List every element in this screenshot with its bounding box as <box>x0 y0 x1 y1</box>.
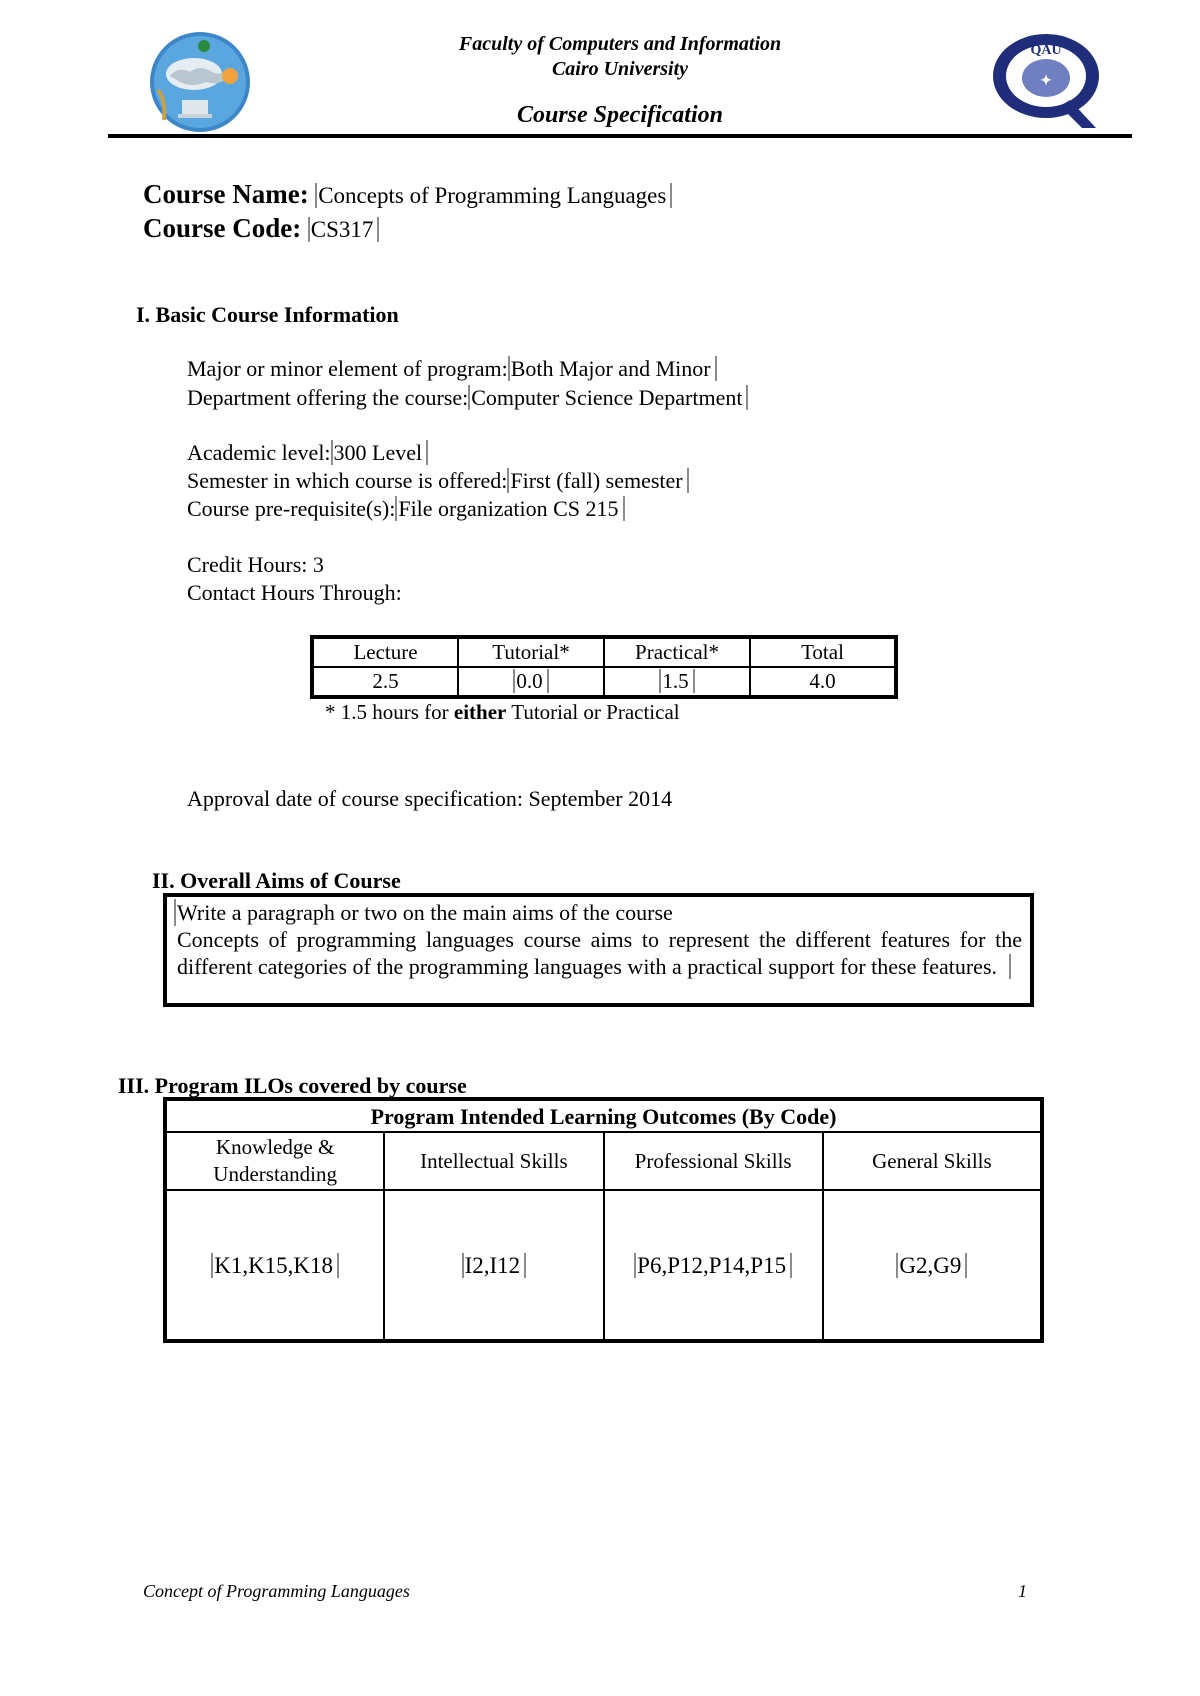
aims-prompt <box>174 899 1022 926</box>
major-minor-field[interactable]: Both Major and Minor <box>508 356 717 381</box>
ilo-knowledge-field[interactable]: K1,K15,K18 <box>211 1253 339 1278</box>
hours-header-row <box>312 637 896 667</box>
aims-text <box>177 926 1022 980</box>
course-name-field[interactable]: Concepts of Programming Languages <box>315 183 672 208</box>
ilo-header-row <box>165 1132 1042 1190</box>
ilo-knowledge-cell <box>165 1190 384 1341</box>
hours-header-practical: Practical* <box>604 637 750 667</box>
ilo-table <box>163 1097 1044 1343</box>
hours-value-lecture: 2.5 <box>312 667 458 697</box>
hours-value-total: 4.0 <box>750 667 896 697</box>
contact-hours-label: Contact Hours Through: <box>187 580 402 605</box>
academic-level-row <box>187 439 428 467</box>
course-code-field[interactable]: CS317 <box>308 217 380 242</box>
department-field[interactable]: Computer Science Department <box>468 385 748 410</box>
university-name: Cairo University <box>551 58 689 80</box>
faculty-name: Faculty of Computers and Information <box>458 33 782 55</box>
aims-text-body: Concepts of programming languages course aims to represent the different features for the different categories of the programming languages with a practical support for these features. <box>177 927 1022 979</box>
aims-prompt-text: Write a paragraph or two on the main aims of the course <box>177 900 673 925</box>
qau-logo <box>990 30 1108 130</box>
course-aims-box[interactable] <box>163 893 1034 1007</box>
credit-hours: Credit Hours: 3 <box>187 552 324 577</box>
ilo-professional-cell <box>604 1190 823 1341</box>
major-minor-row <box>187 355 717 383</box>
semester-label: Semester in which course is offered: <box>187 468 508 493</box>
semester-field[interactable]: First (fall) semester <box>507 468 688 493</box>
course-name-label: Course Name: <box>143 179 309 209</box>
ilo-title-row <box>165 1099 1042 1132</box>
prerequisite-field[interactable]: File organization CS 215 <box>395 496 624 521</box>
ilo-header-knowledge: Knowledge & Understanding <box>165 1132 384 1190</box>
svg-text:✦: ✦ <box>1040 74 1052 89</box>
ilo-header-professional: Professional Skills <box>604 1132 823 1190</box>
ilo-intellectual-cell <box>384 1190 603 1341</box>
ilo-header-intellectual: Intellectual Skills <box>384 1132 603 1190</box>
footer-page-number: 1 <box>1018 1581 1027 1601</box>
ilo-header-general: General Skills <box>823 1132 1042 1190</box>
section-ilos-heading: III. Program ILOs covered by course <box>118 1073 467 1098</box>
course-name-row <box>143 178 672 212</box>
hours-header-tutorial: Tutorial* <box>458 637 604 667</box>
ilo-value-row <box>165 1190 1042 1341</box>
academic-level-field[interactable]: 300 Level <box>331 440 429 465</box>
ilo-professional-field[interactable]: P6,P12,P14,P15 <box>634 1253 792 1278</box>
ilo-general-cell <box>823 1190 1042 1341</box>
section-basic-info-heading: I. Basic Course Information <box>136 302 399 327</box>
hours-value-practical-cell <box>604 667 750 697</box>
footer-course-name: Concept of Programming Languages <box>143 1581 410 1601</box>
hours-value-practical[interactable]: 1.5 <box>659 669 694 693</box>
hours-footnote <box>325 700 680 725</box>
department-row <box>187 384 748 412</box>
semester-row <box>187 467 689 495</box>
course-code-label: Course Code: <box>143 213 302 243</box>
header-rule <box>108 134 1132 138</box>
course-identity <box>143 178 672 246</box>
course-code-row <box>143 212 672 246</box>
hours-header-total: Total <box>750 637 896 667</box>
faculty-header <box>330 32 910 82</box>
hours-value-row <box>312 667 896 697</box>
major-minor-label: Major or minor element of program: <box>187 356 508 381</box>
department-label: Department offering the course: <box>187 385 469 410</box>
hours-value-tutorial-cell <box>458 667 604 697</box>
faculty-logo <box>148 30 252 134</box>
academic-level-label: Academic level: <box>187 440 331 465</box>
prerequisite-label: Course pre-requisite(s): <box>187 496 396 521</box>
hours-header-lecture: Lecture <box>312 637 458 667</box>
footnote-prefix: * 1.5 hours for <box>325 700 454 724</box>
document-title: Course Specification <box>516 102 723 128</box>
ilo-table-title: Program Intended Learning Outcomes (By Code) <box>165 1099 1042 1132</box>
approval-date: Approval date of course specification: September 2014 <box>187 786 673 811</box>
qau-logo-text: QAU <box>1030 43 1062 58</box>
ilo-general-field[interactable]: G2,G9 <box>896 1253 967 1278</box>
contact-hours-table <box>310 635 898 699</box>
prerequisite-row <box>187 495 625 523</box>
hours-value-tutorial[interactable]: 0.0 <box>513 669 548 693</box>
footnote-suffix: Tutorial or Practical <box>506 700 680 724</box>
section-aims-heading: II. Overall Aims of Course <box>152 868 401 893</box>
footnote-emphasis: either <box>453 700 507 724</box>
ilo-intellectual-field[interactable]: I2,I12 <box>462 1253 527 1278</box>
